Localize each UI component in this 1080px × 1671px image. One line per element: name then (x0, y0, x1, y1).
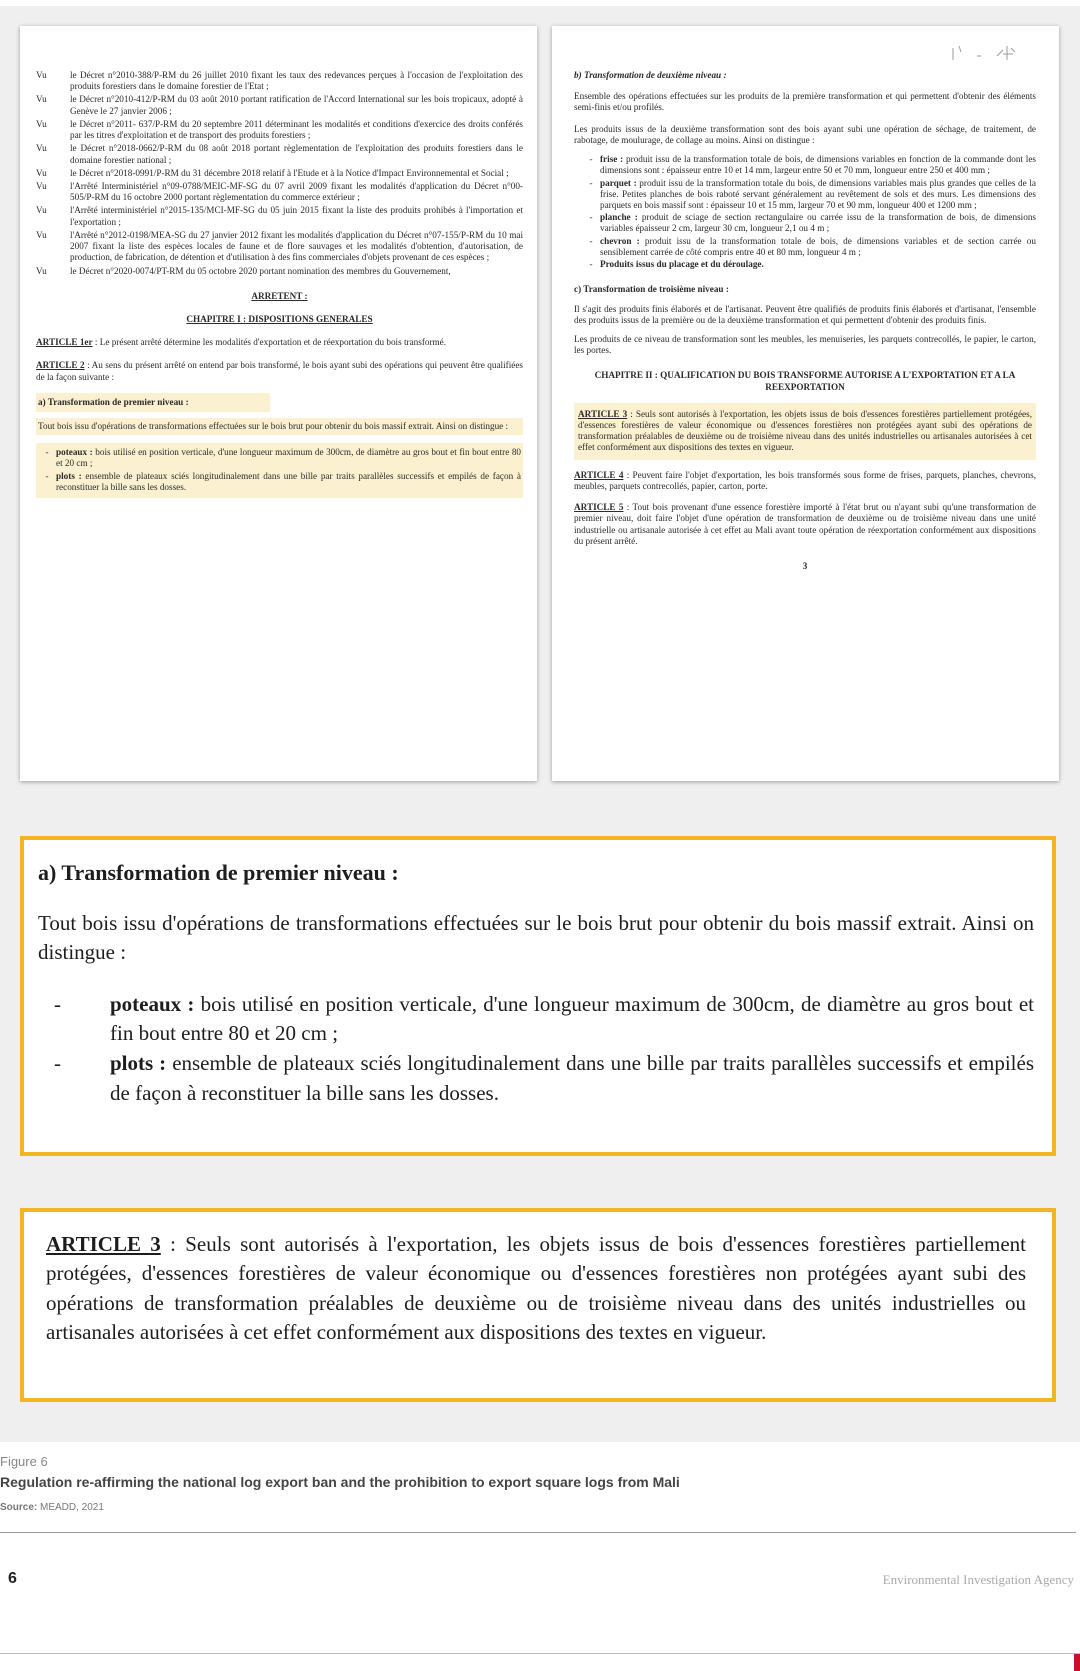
arretent-heading: ARRETENT : (251, 290, 308, 301)
vu-item (36, 119, 523, 141)
vu-item (36, 205, 523, 227)
zoom-box-premier-niveau (20, 836, 1056, 1156)
vu-text: le Décret n°2011- 637/P-RM du 20 septembre 2011 déterminant les modalités et conditions d'exercice des droits conférés par les titres d'exploitation et de transport des produits forestiers ; (70, 118, 523, 141)
document-page-right (552, 26, 1059, 781)
figure-source: Source: MEADD, 2021 (0, 1502, 104, 1513)
article-4: ARTICLE 4 : Peuvent faire l'objet d'exportation, les bois transformés sous forme de frises, parquets, planches, chevrons, meubles, parquets contrecollés, papier, carton, porte. (574, 469, 1036, 491)
vu-item (36, 143, 523, 165)
bullet-plots: - plots : ensemble de plateaux sciés longitudinalement dans une bille par traits parallèles successifs et empilés de façon à reconstituer la bille sans les dosses. (45, 470, 521, 492)
zoom-bullet-plots: - plots : ensemble de plateaux sciés longitudinalement dans une bille par traits parallèles successifs et empilés de façon à reconstituer la bille sans les dosses. (54, 1051, 1034, 1105)
vu-item (36, 168, 523, 179)
a-bullets (36, 443, 523, 498)
vu-list (36, 70, 523, 277)
vu-text: le Décret n°2020-0074/PT-RM du 05 octobre 2020 portant nomination des membres du Gouvernement, (70, 265, 451, 276)
a-text: Tout bois issu d'opérations de transformations effectuées sur le bois brut pour obtenir du bois massif extrait. Ainsi on distingue : (36, 418, 523, 435)
zoom-a-text: Tout bois issu d'opérations de transformations effectuées sur le bois brut pour obtenir du bois massif extrait. Ainsi on distingue : (38, 910, 1034, 965)
vu-label: Vu (36, 167, 47, 178)
vu-item (36, 181, 523, 203)
article-3: ARTICLE 3 : Seuls sont autorisés à l'exportation, les objets issus de bois d'essences forestières partiellement protégées, d'essences forestières de valeur économique ou d'essences forestières non protégées ayant subi des opérations de transformation préalables de deuxième ou de troisième niveau dans des unités industrielles ou artisanales autorisées à cet effet conformément aux dispositions des textes en vigueur. (574, 403, 1036, 460)
article-5: ARTICLE 5 : Tout bois provenant d'une essence forestière importé à l'état brut ou n'ayant subi qu'une transformation de premier niveau, doit faire l'objet d'une opération de transformation de deuxième ou de troisième niveau dans une unité industrielle ou artisanale autorisée à cet effet au Mali avant toute opération de réexportation conformément aux dispositions du présent arrêté. (574, 502, 1036, 546)
b-heading: b) Transformation de deuxième niveau : (574, 70, 727, 80)
document-page-left (20, 26, 537, 781)
zoom-bullet-poteaux: - poteaux : bois utilisé en position verticale, d'une longueur maximum de 300cm, de diamètre au gros bout et fin bout entre 80 et 20 cm ; (54, 991, 1034, 1045)
vu-text: l'Arrêté interministériel n°2015-135/MCI-MF-SG du 05 juin 2015 fixant la liste des produits prohibés à l'importation et l'exportation ; (70, 205, 523, 227)
figure-label: Figure 6 (0, 1454, 48, 1469)
c-text-2: Les produits de ce niveau de transformation sont les meubles, les menuiseries, les parquets contrecollés, le papier, le carton, les portes. (574, 333, 1036, 356)
article-1: ARTICLE 1er : Le présent arrêté détermine les modalités d'exportation et de réexportation du bois transformé. (36, 337, 447, 348)
b-text-2: Les produits issus de la deuxième transformation sont des bois ayant subi une opération de séchage, de traitement, de rabotage, de moulurage, de collage au moins. Ainsi on distingue : (574, 123, 1036, 145)
vu-label: Vu (36, 229, 47, 240)
vu-label: Vu (36, 205, 47, 216)
vu-text: le Décret n°2018-0991/P-RM du 31 décembre 2018 relatif à l'Etude et à la Notice d'Impact Environnemental et Social ; (70, 167, 509, 178)
vu-label: Vu (36, 180, 47, 191)
vu-label: Vu (36, 70, 47, 80)
brand-accent-bar (1074, 1654, 1080, 1671)
b-list-item: - Produits issus du placage et du déroulage. (589, 259, 764, 270)
zoom-a-heading: a) Transformation de premier niveau : (38, 860, 399, 885)
vu-item (36, 94, 523, 116)
caption-divider (0, 1532, 1076, 1533)
c-text: Il s'agit des produits finis élaborés et de l'artisanat. Peuvent être qualifiés de produits finis élaborés et d'artisanat, l'ensemble des produits issus de la première ou de la deuxième transformation et qui permettent d'obtenir des produits finis. (574, 303, 1036, 325)
article-2: ARTICLE 2 : Au sens du présent arrêté on entend par bois transformé, le bois ayant subi des opérations qui peuvent être qualifiées de la façon suivante : (36, 360, 523, 382)
vu-item (36, 70, 523, 92)
chapitre-1-heading: CHAPITRE I : DISPOSITIONS GENERALES (186, 313, 373, 324)
vu-item (36, 230, 523, 264)
zoom-box-article-3 (20, 1208, 1056, 1402)
b-list-item: - chevron : produit issu de la transformation totale de bois, de dimensions variables et de section carrée ou sensiblement carrée de côté compris entre 40 et 80 mm, longueur 4 m ; (589, 235, 1036, 257)
b-items-list (574, 154, 1036, 270)
vu-text: le Décret n°2010-388/P-RM du 26 juillet 2010 fixant les taux des redevances perçues à l'occasion de l'exploitation des produits forestiers dans le domaine forestier de l'Etat ; (70, 70, 523, 92)
vu-item (36, 266, 523, 277)
vu-label: Vu (36, 143, 47, 154)
figure-frame (0, 6, 1080, 1442)
vu-text: le Décret n°2010-412/P-RM du 03 août 2010 portant ratification de l'Accord International sur les bois tropicaux, adopté à Genève le 27 janvier 2006 ; (70, 94, 523, 116)
footer-organization: Environmental Investigation Agency (882, 1572, 1074, 1587)
zoom-a-bullets (38, 990, 1034, 1109)
chapitre-2-heading: CHAPITRE II : QUALIFICATION DU BOIS TRANSFORME AUTORISE A L'EXPORTATION ET A LA REEXPORTATION (594, 370, 1016, 392)
vu-label: Vu (36, 94, 47, 105)
zoom-article-3: ARTICLE 3 : Seuls sont autorisés à l'exportation, les objets issus de bois d'essences forestières partiellement protégées, d'essences forestières de valeur économique ou d'essences forestières non protégées ayant subi des opérations de transformation préalables de deuxième ou de troisième niveau dans des unités industrielles ou artisanales autorisées à cet effet conformément aux dispositions des textes en vigueur. (46, 1232, 1027, 1345)
b-list-item: - planche : produit de sciage de section rectangulaire ou carrée issu de la transformation de bois, de dimensions variables épaisseur 2 cm, largeur 30 cm, longueur 2,1 ou 4 m ; (589, 212, 1036, 234)
vu-label: Vu (36, 265, 47, 276)
c-heading: c) Transformation de troisième niveau : (574, 284, 729, 295)
handwritten-annotation-icon (949, 42, 1019, 66)
figure-title: Regulation re-affirming the national log export ban and the prohibition to export square logs from Mali (0, 1474, 680, 1490)
document-page-number: 3 (802, 561, 808, 571)
footer-rule (0, 1653, 1080, 1654)
footer-page-number: 6 (8, 1570, 17, 1587)
vu-label: Vu (36, 118, 47, 129)
b-list-item: - frise : produit issu de la transformation totale de bois, de dimensions variables en fonction de la commande dont les dimensions sont : épaisseur entre 10 et 14 mm, largeur entre 50 et 70 mm, longueur entre 250 et 400 mm ; (589, 154, 1037, 176)
b-list-item: - parquet : produit issu de la transformation totale du bois, de dimensions variables mais plus grandes que celles de la frise. Petites planches de bois raboté servant généralement au revêtement de sols et des murs. Les dimensions des parquets en bois massif sont : épaisseur 10 et 15 mm, largeur 70 et 90 mm, longueur 400 et 1200 mm ; (589, 177, 1037, 210)
vu-text: le Décret n°2018-0662/P-RM du 08 août 2018 portant règlementation de l'exploitation des produits forestiers dans le domaine forestier national ; (70, 143, 523, 165)
a-heading: a) Transformation de premier niveau : (36, 393, 270, 412)
bullet-poteaux: - poteaux : bois utilisé en position verticale, d'une longueur maximum de 300cm, de diamètre au gros bout et fin bout entre 80 et 20 cm ; (45, 447, 522, 469)
vu-text: l'Arrêté Interministériel n°09-0788/MEIC-MF-SG du 07 avril 2009 fixant les modalités d'application du Décret n°00-505/P-RM du 16 octobre 2000 portant règlementation du commerce extérieur ; (70, 180, 523, 203)
b-text: Ensemble des opérations effectuées sur les produits de la première transformation et qui permettent d'obtenir des éléments semi-finis et/ou profilés. (574, 91, 1036, 113)
vu-text: l'Arrêté n°2012-0198/MEA-SG du 27 janvier 2012 fixant les modalités d'application du Décret n°07-155/P-RM du 10 mai 2007 fixant la liste des espèces locales de faune et de flore sauvages et les modalités d'obtention, d'autorisation, de production, de fabrication, de détention et d'utilisation à des fins commerciales d'objets provenant de ces espèces ; (70, 229, 523, 263)
